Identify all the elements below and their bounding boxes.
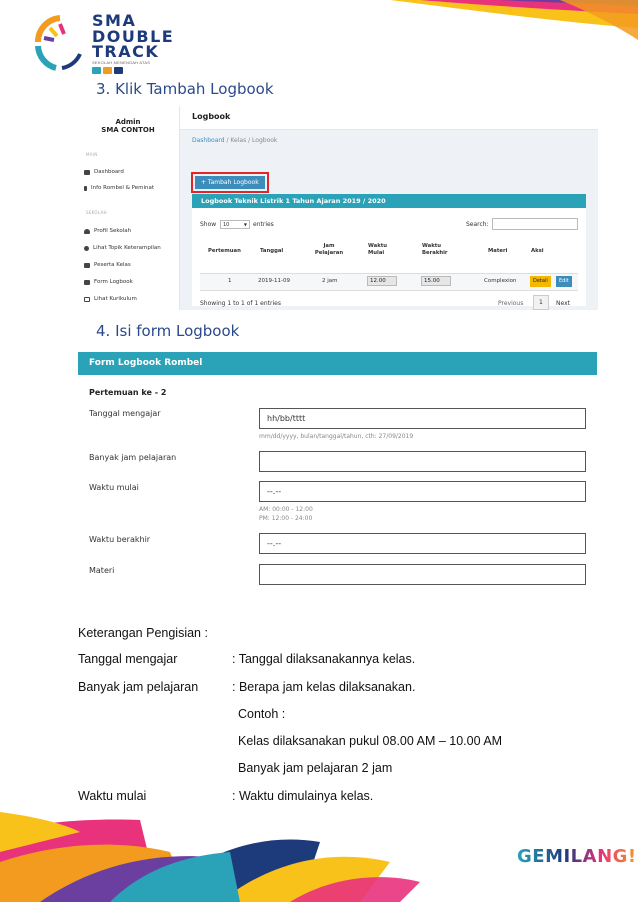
- admin-panel-screenshot: [78, 106, 598, 310]
- sidebar-section-sekolah: SEKOLAH: [86, 210, 107, 215]
- graduation-cap-icon: [84, 263, 90, 268]
- info-icon: [84, 186, 87, 191]
- pagination-page-1[interactable]: 1: [533, 295, 549, 310]
- breadcrumb-logbook: Logbook: [252, 137, 278, 144]
- col-aksi[interactable]: Aksi: [531, 248, 544, 254]
- note-example-title: Contoh :: [238, 707, 286, 721]
- edit-button[interactable]: Edit: [556, 276, 572, 287]
- chevron-down-icon: ▼: [243, 222, 247, 227]
- waktu-berakhir-label: Waktu berakhir: [89, 535, 151, 544]
- sidebar-item-topik-keterampilan[interactable]: Lihat Topik Keterampilan: [84, 245, 161, 251]
- cell-pertemuan: 1: [228, 278, 232, 284]
- entries-select[interactable]: 10 ▼: [220, 220, 250, 229]
- topbar: [180, 106, 598, 130]
- show-label: Show: [200, 221, 217, 228]
- main-content: [180, 106, 598, 310]
- jam-pelajaran-input[interactable]: [259, 451, 586, 472]
- logo-subtitle: SEKOLAH MENENGAH ATAS: [92, 60, 151, 65]
- tanggal-mengajar-input[interactable]: hh/bb/tttt: [259, 408, 586, 429]
- note-desc-jam: : Berapa jam kelas dilaksanakan.: [232, 680, 416, 694]
- logo-line-2: DOUBLE: [92, 27, 175, 46]
- sidebar: [78, 106, 180, 310]
- cell-jam: 2 jam: [322, 278, 338, 284]
- cell-materi: Complexion: [484, 278, 517, 284]
- waktu-berakhir-input[interactable]: --.--: [259, 533, 586, 554]
- logo-mark-icon: [30, 12, 90, 72]
- cell-waktu-mulai: 12.00: [367, 276, 397, 286]
- materi-input[interactable]: [259, 564, 586, 585]
- page-title: Logbook: [192, 112, 231, 121]
- col-waktu-mulai[interactable]: Waktu Mulai: [368, 243, 388, 256]
- note-term-mulai: Waktu mulai: [78, 789, 147, 803]
- pagination-previous[interactable]: Previous: [498, 300, 524, 307]
- cell-tanggal: 2019-11-09: [258, 278, 290, 284]
- breadcrumb: Dashboard / Kelas / Logbook: [192, 137, 278, 144]
- breadcrumb-dashboard[interactable]: Dashboard: [192, 137, 225, 144]
- note-desc-tanggal: : Tanggal dilaksanakannya kelas.: [232, 652, 416, 666]
- file-icon: [84, 297, 90, 302]
- note-example-1: Kelas dilaksanakan pukul 08.00 AM – 10.00 AM: [238, 734, 503, 748]
- waktu-mulai-label: Waktu mulai: [89, 483, 139, 492]
- home-icon: [84, 170, 90, 175]
- step-3-heading: 3. Klik Tambah Logbook: [96, 80, 274, 98]
- tambah-logbook-button[interactable]: + Tambah Logbook: [195, 176, 265, 189]
- note-term-jam: Banyak jam pelajaran: [78, 680, 199, 694]
- tanggal-mengajar-label: Tanggal mengajar: [89, 409, 161, 418]
- sidebar-item-info-rombel[interactable]: Info Rombel & Peminat: [84, 185, 154, 191]
- waktu-mulai-input[interactable]: --.--: [259, 481, 586, 502]
- search-input[interactable]: [492, 218, 578, 230]
- logbook-table-card: [192, 194, 586, 306]
- breadcrumb-kelas[interactable]: Kelas: [230, 137, 247, 144]
- highlight-box: [191, 172, 269, 193]
- pertemuan-label: Pertemuan ke - 2: [89, 388, 167, 397]
- col-materi[interactable]: Materi: [488, 248, 508, 254]
- admin-name: Admin: [115, 118, 141, 126]
- sma-double-track-logo: [30, 10, 180, 75]
- search-icon: [84, 246, 89, 251]
- sidebar-item-profil-sekolah[interactable]: Profil Sekolah: [84, 228, 131, 234]
- col-jam-pelajaran[interactable]: Jam Pelajaran: [314, 243, 344, 256]
- school-name: SMA CONTOH: [101, 126, 155, 134]
- entries-label: entries: [253, 221, 274, 228]
- card-title: Logbook Teknik Listrik 1 Tahun Ajaran 2019 / 2020: [201, 197, 386, 205]
- step-4-heading: 4. Isi form Logbook: [96, 322, 240, 340]
- cell-waktu-berakhir: 15.00: [421, 276, 451, 286]
- gemilang-logo: GEMILANG!: [517, 846, 637, 867]
- tanggal-help: mm/dd/yyyy, bulan/tanggal/tahun, cth: 27/09/2019: [259, 433, 414, 440]
- col-waktu-berakhir[interactable]: Waktu Berakhir: [422, 243, 448, 256]
- table-info: Showing 1 to 1 of 1 entries: [200, 300, 281, 307]
- sidebar-section-main: MAIN: [86, 152, 98, 157]
- pagination-next[interactable]: Next: [556, 300, 570, 307]
- sidebar-item-form-logbook[interactable]: Form Logbook: [84, 279, 133, 285]
- sidebar-item-dashboard[interactable]: Dashboard: [84, 169, 124, 175]
- jam-pelajaran-label: Banyak jam pelajaran: [89, 453, 177, 462]
- form-screenshot: [78, 352, 597, 588]
- note-example-2: Banyak jam pelajaran 2 jam: [238, 761, 393, 775]
- note-term-tanggal: Tanggal mengajar: [78, 652, 178, 666]
- notes-heading: Keterangan Pengisian :: [78, 626, 208, 640]
- sidebar-item-kurikulum[interactable]: Lihat Kurikulum: [84, 296, 137, 302]
- form-header: [78, 352, 597, 375]
- graduation-cap-icon: [84, 280, 90, 285]
- logo-line-3: TRACK: [92, 42, 160, 61]
- logo-badges: [92, 67, 123, 74]
- sidebar-item-peserta-kelas[interactable]: Peserta Kelas: [84, 262, 131, 268]
- note-desc-mulai: : Waktu dimulainya kelas.: [232, 789, 374, 803]
- search-label: Search:: [466, 221, 489, 228]
- col-tanggal[interactable]: Tanggal: [260, 248, 284, 254]
- waktu-mulai-help-pm: PM: 12:00 - 24:00: [259, 515, 313, 522]
- waktu-mulai-help-am: AM: 00:00 - 12:00: [259, 506, 313, 513]
- materi-label: Materi: [89, 566, 115, 575]
- col-pertemuan[interactable]: Pertemuan: [208, 248, 241, 254]
- user-icon: [84, 229, 90, 234]
- logo-line-1: SMA: [92, 11, 137, 30]
- form-title: Form Logbook Rombel: [89, 358, 203, 368]
- detail-button[interactable]: Detail: [530, 276, 551, 287]
